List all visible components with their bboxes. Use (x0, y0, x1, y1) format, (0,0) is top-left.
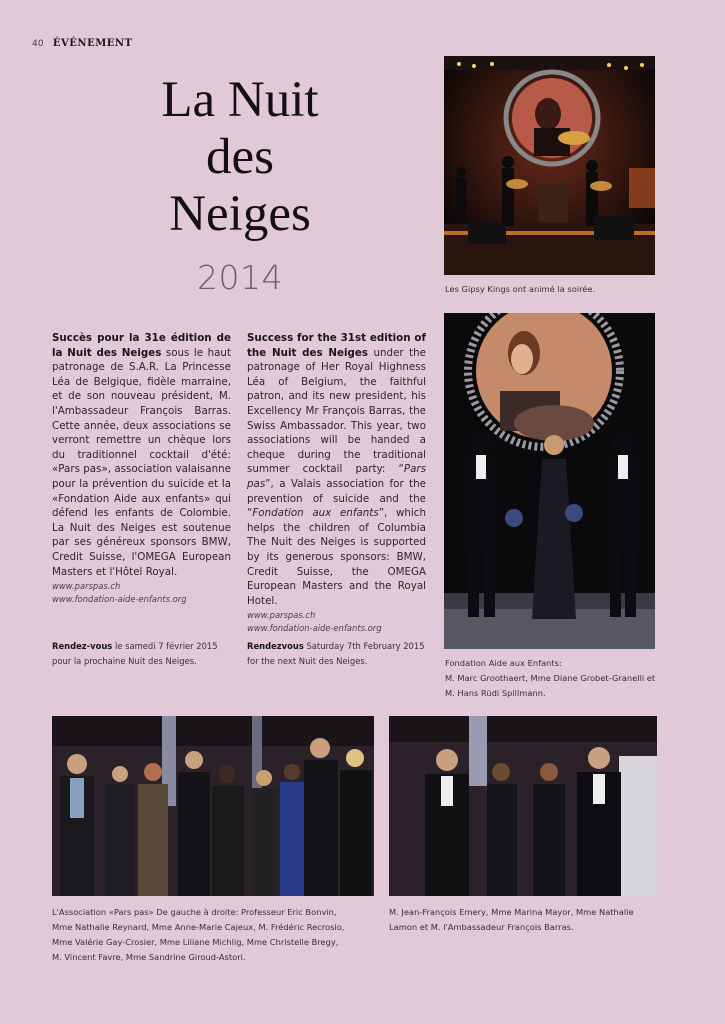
french-rendezvous (52, 639, 242, 669)
page-number: 40 (32, 39, 44, 49)
french-article-text (52, 331, 231, 606)
parspas-link-en[interactable]: www.parspas.ch (247, 610, 316, 621)
pars-pas-caption (52, 905, 382, 965)
fondation-caption-3: M. Hans Rüdi Spillmann. (445, 688, 546, 698)
french-lead: Succès pour la 31e édition de la Nuit des Neiges (52, 332, 231, 359)
fondation-link[interactable]: www.fondation-aide-enfants.org (52, 593, 187, 604)
french-body: sous le haut patronage de S.A.R. La Princesse Léa de Belgique, fidèle marraine, et de son nouveau président, M. l'Ambassadeur François Barras. Cette année, deux associations se verront remettre un chèque lors du traditionnel cocktail d'été: «Pars pas», association valaisanne pour la prévention du suicide et la «Fondation Aide aux enfants» qui défend les enfants de Colombie. La Nuit des Neiges est soutenue par ses généreux sponsors BMW, Credit Suisse, l'OMEGA European Masters et l'Hôtel Royal. (52, 346, 231, 578)
article-title (110, 72, 370, 243)
french-rdv-note: pour la prochaine Nuit des Neiges. (52, 656, 197, 666)
english-fondation: Fondation aux enfants (252, 507, 379, 520)
pars-caption-1: L'Association «Pars pas» De gauche à droite: Professeur Eric Bonvin, (52, 907, 337, 917)
french-rdv-date: le samedi 7 février 2015 (112, 641, 218, 651)
page-header (32, 38, 132, 49)
english-body-1: under the patronage of Her Royal Highness Léa of Belgium, the faithful patron, and its new president, his Excellency Mr François Barras, the Swiss Ambassador. This year, two associations will be handed a cheque during the traditional summer cocktail party: “ (247, 346, 426, 476)
title-line-1: La Nuit (161, 72, 319, 128)
emery-caption (389, 905, 664, 935)
english-rdv-date: Saturday 7th February 2015 (303, 641, 425, 651)
article-year: 2014 (197, 258, 283, 297)
fondation-caption (445, 656, 660, 701)
english-rdv-note: for the next Nuit des Neiges. (247, 656, 368, 666)
concert-caption: Les Gipsy Kings ont animé la soirée. (445, 284, 596, 294)
title-line-2: des (206, 129, 274, 185)
emery-caption-1: M. Jean-François Emery, Mme Marina Mayor, Mme Nathalie (389, 907, 634, 917)
fondation-photo (444, 313, 655, 649)
fondation-caption-1: Fondation Aide aux Enfants: (445, 658, 562, 668)
english-article-text (247, 331, 426, 635)
english-rendezvous (247, 639, 437, 669)
french-rdv-label: Rendez-vous (52, 641, 113, 651)
english-body-3: ”, which helps the children of Columbia The Nuit des Neiges is supported by its generous sponsors: BMW, Credit Suisse, the OMEGA European Masters and the Royal Hotel. (247, 507, 426, 607)
english-lead: Success for the 31st edition of the Nuit des Neiges (247, 332, 426, 359)
emery-caption-2: Lamon et M. l'Ambassadeur François Barras. (389, 922, 574, 932)
english-rdv-label: Rendezvous (247, 641, 304, 651)
fondation-caption-2: M. Marc Groothaert, Mme Diane Grobet-Granelli et (445, 673, 656, 683)
pars-pas-group-photo (52, 716, 374, 896)
pars-caption-3: Mme Valérie Gay-Crosier, Mme Liliane Michlig, Mme Christelle Bregy, (52, 937, 339, 947)
english-pars-pas: Pars pas (247, 463, 426, 490)
concert-photo (444, 56, 655, 275)
fondation-link-en[interactable]: www.fondation-aide-enfants.org (247, 622, 382, 633)
title-line-3: Neiges (169, 186, 311, 242)
pars-caption-4: M. Vincent Favre, Mme Sandrine Giroud-Astori. (52, 952, 246, 962)
section-label: ÉVÉNEMENT (52, 38, 133, 49)
parspas-link[interactable]: www.parspas.ch (52, 581, 121, 592)
english-body-2: ”, a Valais association for the prevention of suicide and the “ (247, 477, 426, 520)
pars-caption-2: Mme Nathalie Reynard, Mme Anne-Marie Cajeux, M. Frédéric Recrosio, (52, 922, 345, 932)
emery-group-photo (389, 716, 657, 896)
